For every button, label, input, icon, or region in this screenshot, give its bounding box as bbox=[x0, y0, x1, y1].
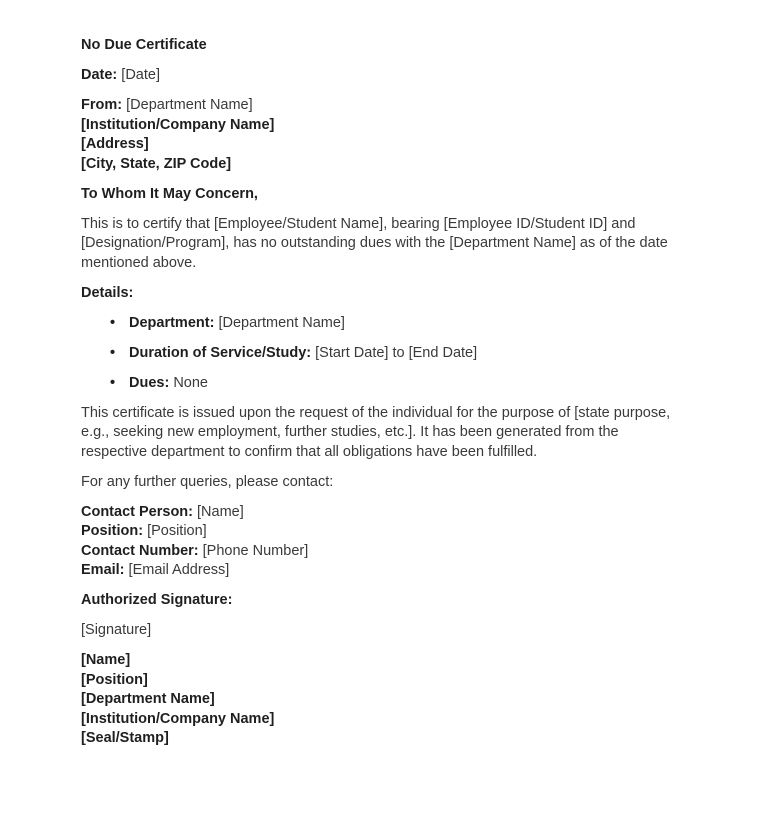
contact-email-label: Email: bbox=[81, 562, 125, 578]
contact-number-value: [Phone Number] bbox=[202, 542, 309, 559]
detail-dues-value: None bbox=[173, 374, 208, 391]
purpose-paragraph: This certificate is issued upon the request of the individual for the purpose of [state purpose, e.g., seeking new employment, further studies, etc.]. It has been generated from the respective department to confirm that all obligations have been fulfilled. bbox=[81, 404, 671, 460]
detail-dues-label: Dues: bbox=[129, 374, 170, 391]
signatory-department: [Department Name] bbox=[81, 691, 215, 707]
institution-line: [Institution/Company Name] bbox=[81, 116, 275, 133]
contact-person-label: Contact Person: bbox=[81, 503, 193, 520]
details-list bbox=[81, 314, 682, 394]
contact-email-line bbox=[81, 561, 682, 581]
signature-block bbox=[81, 651, 682, 749]
contact-position-label: Position: bbox=[81, 523, 144, 539]
seal-stamp: [Seal/Stamp] bbox=[81, 730, 169, 746]
detail-duration-value: [Start Date] to [End Date] bbox=[315, 344, 478, 361]
contact-block bbox=[81, 503, 682, 581]
salutation: To Whom It May Concern, bbox=[81, 185, 258, 202]
signature-heading: Authorized Signature: bbox=[81, 592, 233, 608]
detail-department-label: Department: bbox=[129, 314, 215, 331]
date-line bbox=[81, 66, 682, 86]
signatory-position: [Position] bbox=[81, 671, 148, 688]
address-line: [Address] bbox=[81, 136, 149, 152]
date-label: Date: bbox=[81, 67, 118, 83]
from-value: [Department Name] bbox=[126, 97, 253, 113]
contact-number-line bbox=[81, 542, 682, 562]
document-title: No Due Certificate bbox=[81, 37, 207, 53]
date-value: [Date] bbox=[121, 67, 160, 83]
detail-item-dues bbox=[81, 374, 682, 394]
detail-duration-label: Duration of Service/Study: bbox=[129, 344, 312, 361]
contact-person-value: [Name] bbox=[197, 503, 244, 520]
from-label: From: bbox=[81, 97, 123, 113]
contact-position-line bbox=[81, 522, 682, 542]
detail-department-value: [Department Name] bbox=[218, 314, 345, 331]
contact-email-value: [Email Address] bbox=[128, 562, 230, 578]
from-block bbox=[81, 96, 682, 174]
contact-number-label: Contact Number: bbox=[81, 542, 199, 559]
detail-item-department bbox=[81, 314, 682, 334]
signatory-institution: [Institution/Company Name] bbox=[81, 710, 275, 727]
signatory-name: [Name] bbox=[81, 652, 131, 668]
detail-item-duration bbox=[81, 344, 682, 364]
intro-paragraph: This is to certify that [Employee/Student Name], bearing [Employee ID/Student ID] and [Designation/Program], has no outstanding dues with the [Department Name] as of the date mentioned above. bbox=[81, 215, 668, 271]
contact-person-line bbox=[81, 503, 682, 523]
contact-position-value: [Position] bbox=[147, 523, 207, 539]
details-heading: Details: bbox=[81, 284, 134, 301]
city-state-zip-line: [City, State, ZIP Code] bbox=[81, 155, 232, 172]
from-line bbox=[81, 96, 682, 116]
signature-placeholder: [Signature] bbox=[81, 622, 152, 638]
queries-line: For any further queries, please contact: bbox=[81, 473, 334, 490]
